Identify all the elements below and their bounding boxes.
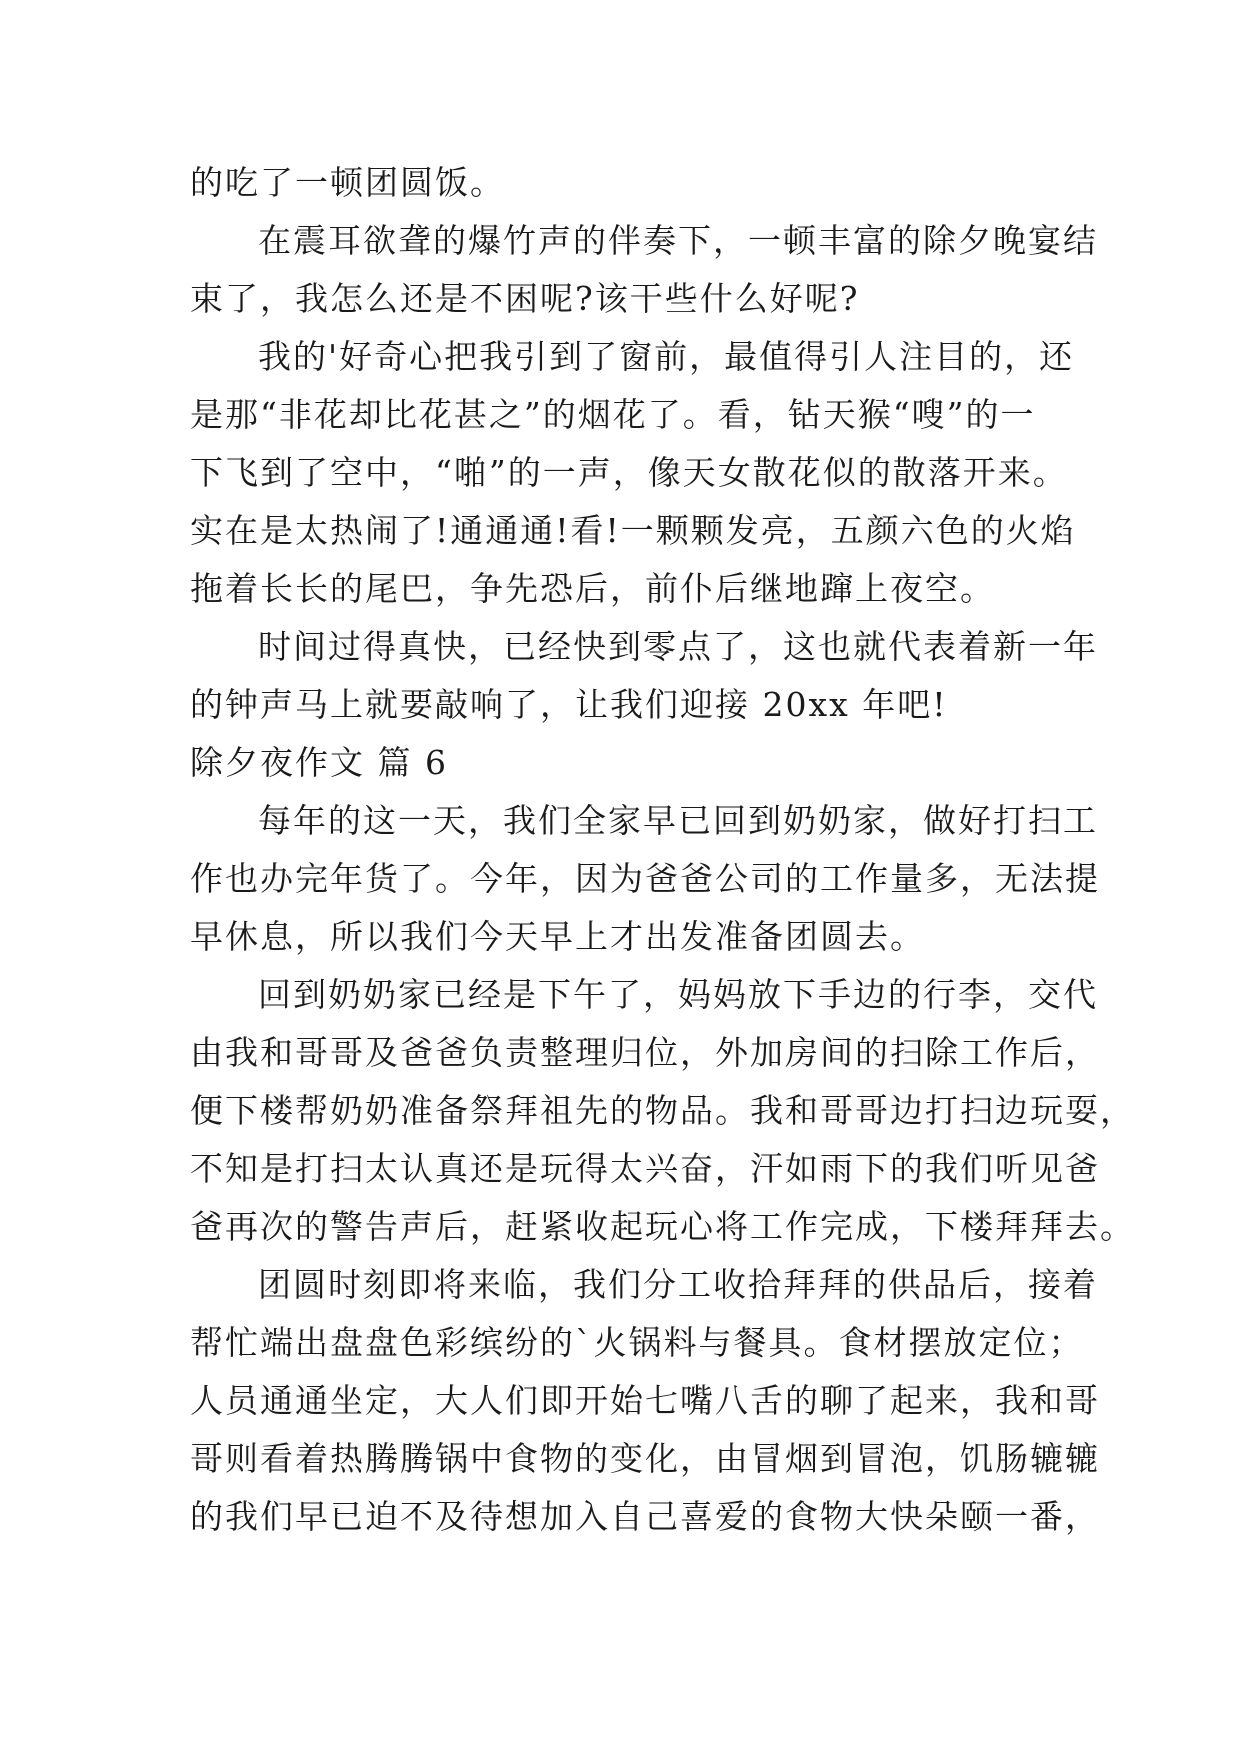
text-line: 是那“非花却比花甚之”的烟花了。看，钻天猴“嗖”的一: [190, 395, 1036, 434]
paragraph: [190, 618, 1098, 734]
text-line: 每年的这一天，我们全家早已回到奶奶家，做好打扫工: [258, 801, 1098, 840]
paragraph: [190, 154, 1070, 212]
text-line: 回到奶奶家已经是下午了，妈妈放下手边的行李，交代: [258, 975, 1098, 1014]
text-line: 下飞到了空中，“啪”的一声，像天女散花似的散落开来。: [190, 453, 1068, 492]
section-heading: 除夕夜作文 篇 6: [190, 743, 448, 782]
text-line: 束了，我怎么还是不困呢?该干些什么好呢?: [190, 279, 860, 318]
text-line: 帮忙端出盘盘色彩缤纷的`火锅料与餐具。食材摆放定位；: [190, 1323, 1084, 1362]
text-line: 作也办完年货了。今年，因为爸爸公司的工作量多，无法提: [190, 859, 1100, 898]
text-line: 实在是太热闹了!通通通!看!一颗颗发亮，五颜六色的火焰: [190, 511, 1076, 550]
text-line: 爸再次的警告声后，赶紧收起玩心将工作完成，下楼拜拜去。: [190, 1207, 1135, 1246]
text-line: 的我们早已迫不及待想加入自己喜爱的食物大快朵颐一番，: [190, 1497, 1100, 1536]
text-line: 由我和哥哥及爸爸负责整理归位，外加房间的扫除工作后，: [190, 1033, 1100, 1072]
paragraph: [190, 212, 1098, 328]
paragraph: [190, 328, 1076, 618]
paragraph: [190, 1256, 1100, 1546]
text-line: 哥则看着热腾腾锅中食物的变化，由冒烟到冒泡，饥肠辘辘: [190, 1439, 1100, 1478]
text-line: 的钟声马上就要敲响了，让我们迎接 20xx 年吧!: [190, 685, 948, 724]
text-line: 的吃了一顿团圆饭。: [190, 163, 505, 202]
text-line: 时间过得真快，已经快到零点了，这也就代表着新一年: [258, 627, 1098, 666]
paragraph: [190, 966, 1135, 1256]
document-body: [190, 154, 1135, 1546]
text-line: 早休息，所以我们今天早上才出发准备团圆去。: [190, 917, 925, 956]
paragraph: [190, 792, 1100, 966]
text-line: 团圆时刻即将来临，我们分工收拾拜拜的供品后，接着: [258, 1265, 1098, 1304]
text-line: 便下楼帮奶奶准备祭拜祖先的物品。我和哥哥边打扫边玩耍，: [190, 1091, 1135, 1130]
text-line: 人员通通坐定，大人们即开始七嘴八舌的聊了起来，我和哥: [190, 1381, 1100, 1420]
text-line: 不知是打扫太认真还是玩得太兴奋，汗如雨下的我们听见爸: [190, 1149, 1100, 1188]
text-line: 在震耳欲聋的爆竹声的伴奏下，一顿丰富的除夕晚宴结: [258, 221, 1098, 260]
text-line: 我的'好奇心把我引到了窗前，最值得引人注目的，还: [258, 337, 1075, 376]
text-line: 拖着长长的尾巴，争先恐后，前仆后继地蹿上夜空。: [190, 569, 995, 608]
